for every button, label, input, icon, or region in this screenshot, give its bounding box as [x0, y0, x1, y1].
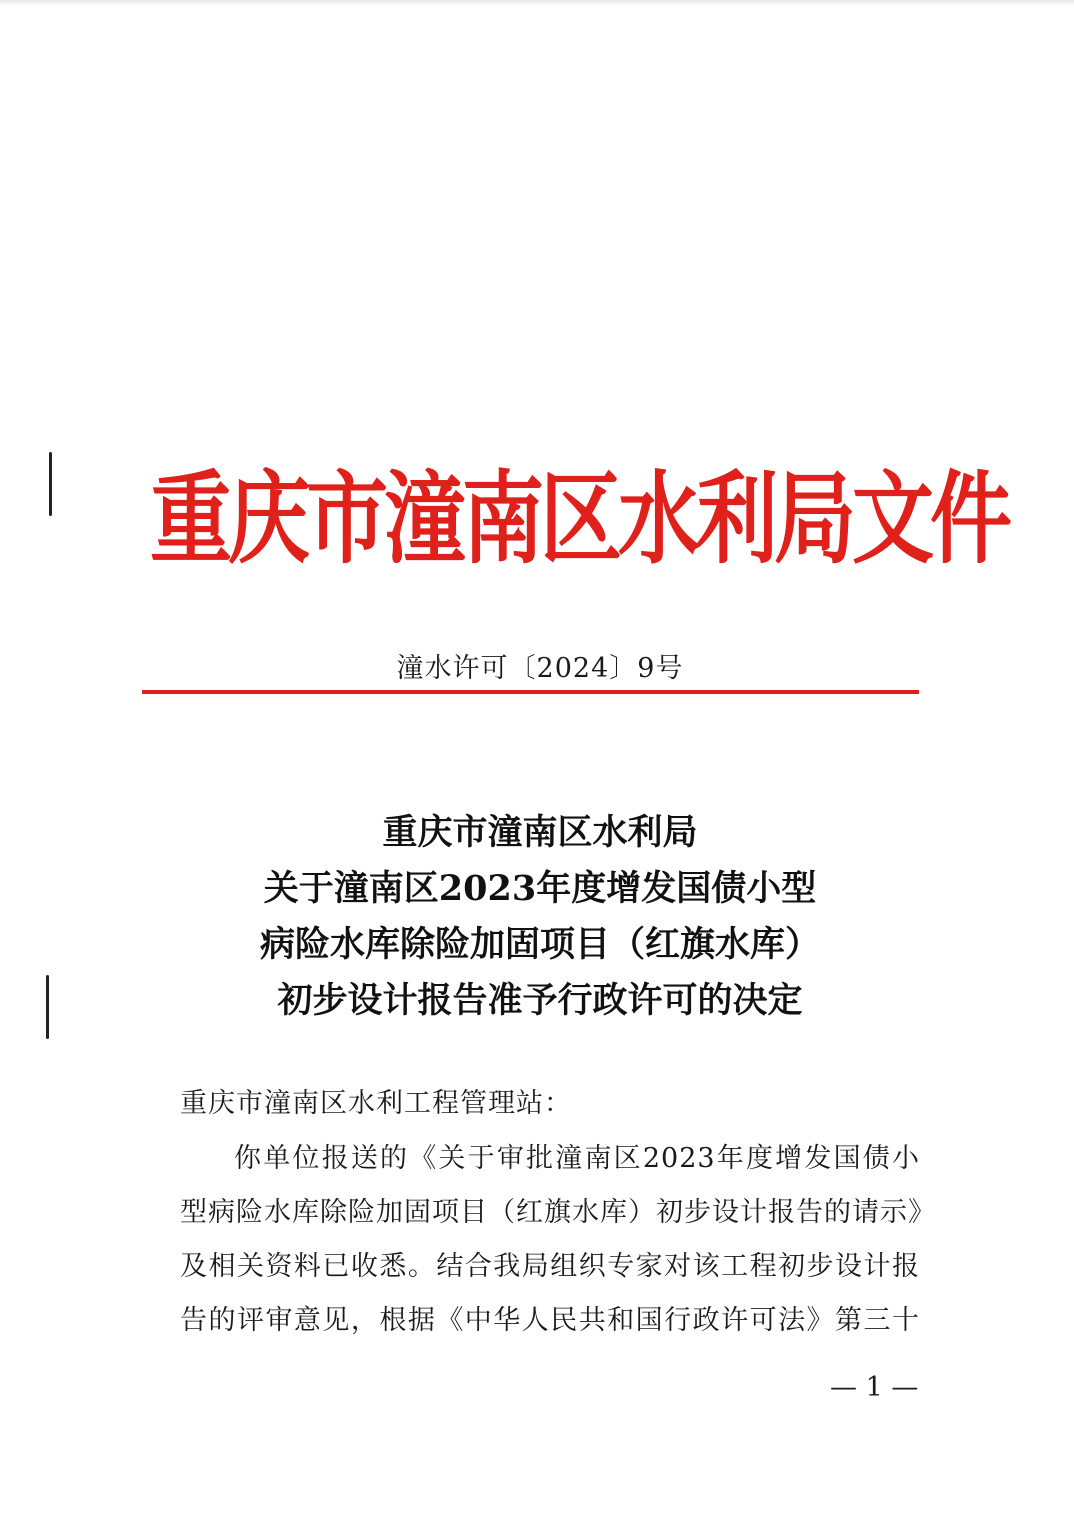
document-masthead: 重庆市潼南区水利局文件 [150, 461, 1009, 578]
title-line: 关于潼南区2023年度增发国债小型 [263, 868, 817, 909]
body-line: 你单位报送的《关于审批潼南区2023年度增发国债小 [234, 1143, 920, 1174]
body-line: 型病险水库除险加固项目（红旗水库）初步设计报告的请示》 [180, 1197, 936, 1228]
page-number: — 1 — [830, 1372, 919, 1403]
body-line: 及相关资料已收悉。结合我局组织专家对该工程初步设计报 [180, 1251, 920, 1282]
binding-staple-bottom [46, 975, 49, 1039]
addressee: 重庆市潼南区水利工程管理站： [180, 1088, 572, 1119]
title-line: 重庆市潼南区水利局 [382, 812, 698, 853]
title-line: 初步设计报告准予行政许可的决定 [277, 980, 803, 1021]
red-separator-line [142, 690, 919, 694]
body-line: 告的评审意见，根据《中华人民共和国行政许可法》第三十 [180, 1305, 920, 1336]
binding-staple-top [49, 452, 52, 516]
scan-edge [0, 0, 1074, 6]
body-paragraph [180, 1132, 936, 1348]
title-line: 病险水库除险加固项目（红旗水库） [259, 924, 820, 965]
document-number: 潼水许可〔2024〕9号 [396, 653, 684, 684]
document-title [150, 805, 930, 1029]
